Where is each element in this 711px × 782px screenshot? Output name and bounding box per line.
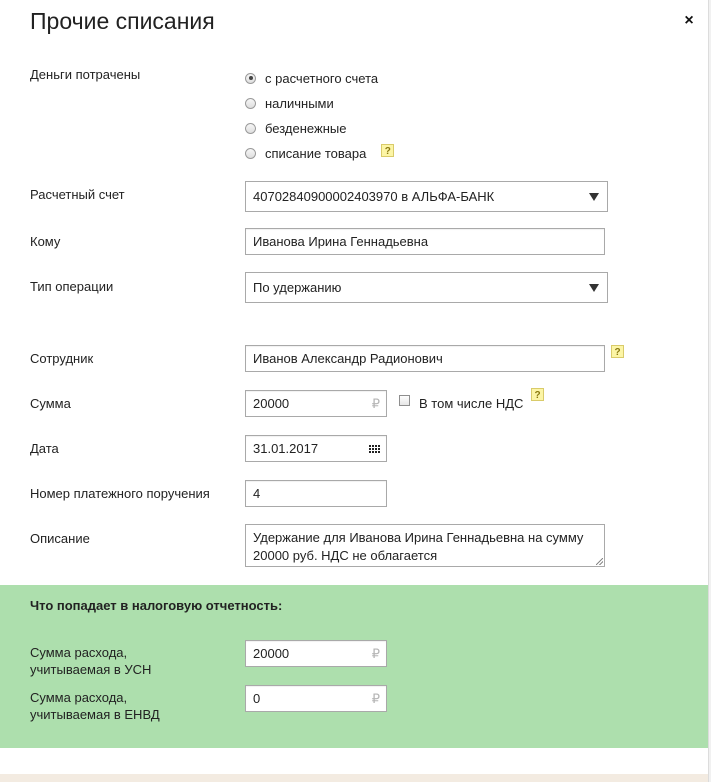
help-icon[interactable]: ? (531, 388, 544, 401)
envd-label-line2: учитываемая в ЕНВД (30, 707, 160, 722)
radio-button[interactable] (245, 98, 256, 109)
description-label: Описание (30, 531, 90, 546)
description-textarea[interactable] (245, 524, 605, 567)
description-value: Удержание для Иванова Ирина Геннадьевна на сумму 20000 руб. НДС не облагается (253, 530, 584, 563)
ruble-sign: ₽ (371, 396, 380, 411)
operation-type-select[interactable] (245, 272, 608, 303)
radio-cash[interactable] (245, 94, 334, 112)
date-input[interactable] (245, 435, 387, 462)
envd-label (30, 689, 160, 723)
employee-input[interactable] (245, 345, 605, 372)
order-number-label: Номер платежного поручения (30, 486, 210, 501)
envd-label-line1: Сумма расхода, (30, 690, 128, 705)
vat-checkbox[interactable] (399, 395, 410, 406)
vat-label: В том числе НДС (419, 396, 524, 411)
employee-label: Сотрудник (30, 351, 94, 366)
ruble-sign: ₽ (371, 646, 380, 661)
tax-report-title: Что попадает в налоговую отчетность: (30, 598, 283, 613)
dropdown-arrow-icon (589, 284, 599, 292)
account-select-value: 40702840900002403970 в АЛЬФА-БАНК (253, 189, 495, 204)
usn-label (30, 644, 151, 678)
radio-goods-writeoff[interactable] (245, 144, 394, 162)
employee-value: Иванов Александр Радионович (253, 351, 443, 366)
radio-button[interactable] (245, 73, 256, 84)
radio-from-account[interactable] (245, 69, 378, 87)
help-icon[interactable]: ? (381, 144, 394, 157)
radio-label: списание товара (265, 145, 367, 161)
radio-button[interactable] (245, 123, 256, 134)
calendar-icon[interactable] (369, 445, 379, 453)
dropdown-arrow-icon (589, 193, 599, 201)
to-whom-input[interactable] (245, 228, 605, 255)
usn-amount-input[interactable] (245, 640, 387, 667)
to-whom-label: Кому (30, 234, 61, 249)
money-spent-label: Деньги потрачены (30, 67, 141, 82)
order-number-input[interactable] (245, 480, 387, 507)
date-value: 31.01.2017 (253, 441, 319, 456)
usn-label-line1: Сумма расхода, (30, 645, 128, 660)
radio-label: безденежные (265, 120, 347, 136)
operation-type-value: По удержанию (253, 280, 342, 295)
radio-non-cash[interactable] (245, 119, 346, 137)
radio-label: наличными (265, 95, 334, 111)
footer-strip (0, 774, 708, 782)
dialog-title: Прочие списания (30, 8, 215, 34)
amount-input[interactable] (245, 390, 387, 417)
envd-amount-value: 0 (253, 691, 261, 706)
amount-label: Сумма (30, 396, 71, 411)
account-label: Расчетный счет (30, 187, 125, 202)
amount-value: 20000 (253, 396, 290, 411)
order-number-value: 4 (253, 486, 261, 501)
resize-handle-icon[interactable] (596, 558, 603, 565)
ruble-sign: ₽ (371, 691, 380, 706)
operation-type-label: Тип операции (30, 279, 114, 294)
radio-label: с расчетного счета (265, 70, 379, 86)
account-select[interactable] (245, 181, 608, 212)
date-label: Дата (30, 441, 59, 456)
envd-amount-input[interactable] (245, 685, 387, 712)
radio-button[interactable] (245, 148, 256, 159)
to-whom-value: Иванова Ирина Геннадьевна (253, 234, 429, 249)
usn-amount-value: 20000 (253, 646, 290, 661)
close-icon[interactable]: × (684, 12, 694, 29)
help-icon[interactable]: ? (611, 345, 624, 358)
usn-label-line2: учитываемая в УСН (30, 662, 152, 677)
